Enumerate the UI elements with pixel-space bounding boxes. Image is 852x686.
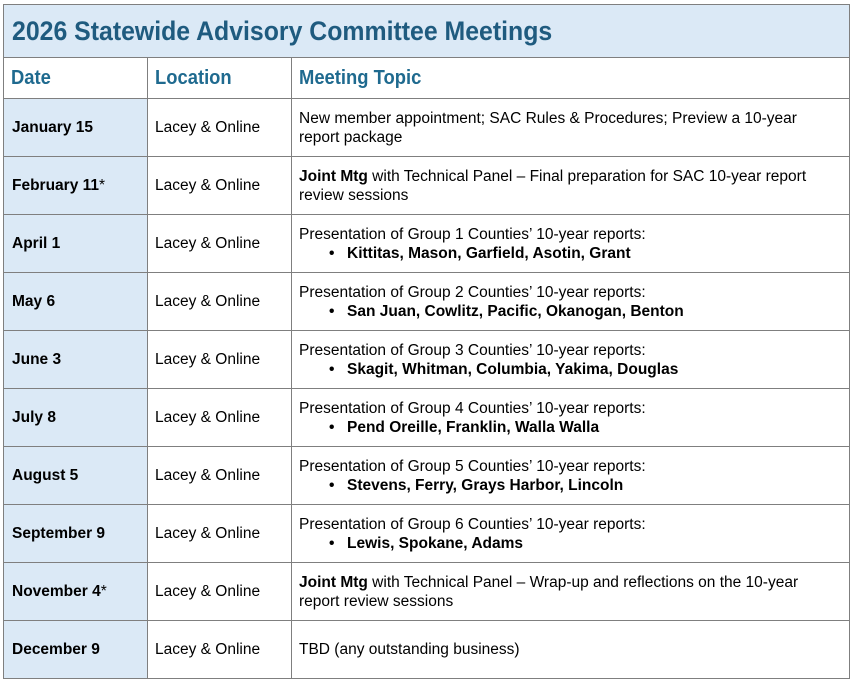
topic-text: Presentation of Group 1 Counties’ 10-year reports: (299, 225, 646, 243)
table-header-row (4, 58, 850, 99)
date-text: November 4 (12, 582, 101, 600)
county-list-item: • Pend Oreille, Franklin, Walla Walla (329, 418, 839, 437)
topic-text: Presentation of Group 6 Counties’ 10-year reports: (299, 515, 646, 533)
location-text: Lacey & Online (155, 234, 261, 252)
header-topic (292, 58, 850, 99)
location-cell (148, 621, 292, 679)
topic-text: Presentation of Group 4 Counties’ 10-year reports: (299, 399, 646, 417)
topic-lead: Joint Mtg (299, 573, 368, 591)
location-text: Lacey & Online (155, 582, 261, 600)
county-list-item: • Skagit, Whitman, Columbia, Yakima, Douglas (329, 360, 839, 379)
header-location-label: Location (155, 66, 232, 89)
topic-cell (292, 331, 850, 389)
table-row-4 (4, 273, 850, 331)
location-cell (148, 505, 292, 563)
topic-text: TBD (any outstanding business) (299, 641, 520, 658)
table-title-cell (4, 5, 850, 58)
date-cell (4, 331, 148, 389)
topic-line (299, 225, 839, 244)
date-cell (4, 389, 148, 447)
header-date-label: Date (11, 66, 51, 89)
county-list (299, 360, 839, 379)
date-text: February 11 (12, 176, 100, 194)
table-row-3 (4, 215, 850, 273)
table-row-2 (4, 157, 850, 215)
meetings-table (3, 4, 850, 679)
topic-line (299, 109, 839, 147)
table-row-6 (4, 389, 850, 447)
header-topic-label: Meeting Topic (299, 66, 422, 89)
date-text: January 15 (12, 118, 93, 136)
date-text: June 3 (12, 350, 62, 368)
date-cell (4, 157, 148, 215)
topic-text: with Technical Panel – Wrap-up and reflections on the 10-year report review sessions (299, 573, 799, 610)
table-row-10 (4, 621, 850, 679)
location-text: Lacey & Online (155, 408, 261, 426)
location-text: Lacey & Online (155, 350, 261, 368)
date-text: August 5 (12, 466, 79, 484)
topic-cell (292, 389, 850, 447)
location-cell (148, 447, 292, 505)
topic-cell (292, 563, 850, 621)
topic-line (299, 457, 839, 476)
topic-cell (292, 447, 850, 505)
topic-text: Presentation of Group 3 Counties’ 10-year reports: (299, 341, 646, 359)
topic-text: with Technical Panel – Final preparation for SAC 10-year report review sessions (299, 167, 807, 204)
topic-line (299, 515, 839, 534)
location-cell (148, 273, 292, 331)
date-text: July 8 (12, 408, 56, 426)
date-text: May 6 (12, 292, 56, 310)
topic-line (299, 640, 839, 659)
location-text: Lacey & Online (155, 640, 261, 658)
county-list (299, 534, 839, 553)
topic-line (299, 399, 839, 418)
date-text: April 1 (12, 234, 61, 252)
date-cell (4, 505, 148, 563)
table-row-1 (4, 99, 850, 157)
topic-cell (292, 215, 850, 273)
date-cell (4, 447, 148, 505)
header-date (4, 58, 148, 99)
date-cell (4, 99, 148, 157)
topic-line (299, 573, 839, 611)
table-row-7 (4, 447, 850, 505)
location-cell (148, 99, 292, 157)
topic-text: New member appointment; SAC Rules & Procedures; Preview a 10-year report package (299, 109, 797, 146)
topic-cell (292, 99, 850, 157)
location-text: Lacey & Online (155, 524, 261, 542)
location-cell (148, 563, 292, 621)
topic-cell (292, 505, 850, 563)
location-text: Lacey & Online (155, 292, 261, 310)
date-cell (4, 273, 148, 331)
topic-cell (292, 273, 850, 331)
date-cell (4, 621, 148, 679)
location-text: Lacey & Online (155, 466, 261, 484)
date-star: * (100, 582, 107, 600)
county-list-item: • San Juan, Cowlitz, Pacific, Okanogan, Benton (329, 302, 839, 321)
county-list-item: • Stevens, Ferry, Grays Harbor, Lincoln (329, 476, 839, 495)
location-cell (148, 215, 292, 273)
location-cell (148, 157, 292, 215)
topic-line (299, 283, 839, 302)
location-text: Lacey & Online (155, 118, 261, 136)
location-text: Lacey & Online (155, 176, 261, 194)
date-cell (4, 563, 148, 621)
meetings-document (3, 4, 849, 679)
table-row-9 (4, 563, 850, 621)
topic-cell (292, 621, 850, 679)
location-cell (148, 389, 292, 447)
table-row-5 (4, 331, 850, 389)
topic-line (299, 167, 839, 205)
topic-line (299, 341, 839, 360)
date-text: December 9 (12, 640, 100, 658)
topic-text: Presentation of Group 2 Counties’ 10-year reports: (299, 283, 646, 301)
topic-lead: Joint Mtg (299, 167, 368, 185)
county-list (299, 476, 839, 495)
topic-cell (292, 157, 850, 215)
county-list (299, 302, 839, 321)
county-list (299, 418, 839, 437)
topic-text: Presentation of Group 5 Counties’ 10-year reports: (299, 457, 646, 475)
page-title: 2026 Statewide Advisory Committee Meetings (12, 15, 553, 46)
date-text: September 9 (12, 524, 106, 542)
county-list-item: • Kittitas, Mason, Garfield, Asotin, Grant (329, 244, 839, 263)
location-cell (148, 331, 292, 389)
date-cell (4, 215, 148, 273)
table-row-8 (4, 505, 850, 563)
county-list (299, 244, 839, 263)
date-star: * (99, 176, 106, 194)
header-location (148, 58, 292, 99)
county-list-item: • Lewis, Spokane, Adams (329, 534, 839, 553)
